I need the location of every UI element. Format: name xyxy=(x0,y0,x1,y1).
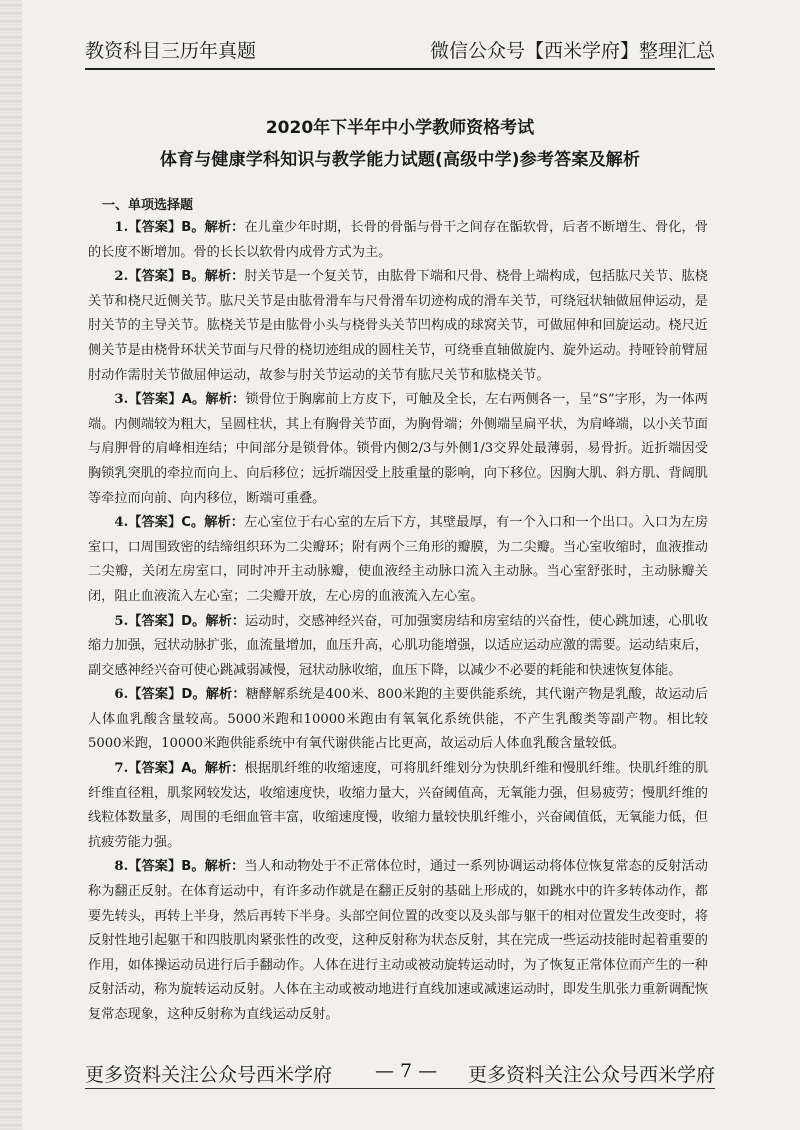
question-number: 5. xyxy=(114,613,129,629)
question-number: 2. xyxy=(114,269,129,285)
exam-title: 2020年下半年中小学教师资格考试 xyxy=(265,118,535,138)
question-number: 1. xyxy=(114,220,129,235)
explanation-text: 当人和动物处于不正常体位时，通过一系列协调运动将体位恢复常态的反射活动称为翻正反射。在体育运动中，有许多动作就是在翻正反射的基础上形成的，如跳水中的许多转体动作，都要先转头，再转上半身，然后再转下半身。头部空间位置的改变以及头部与躯干的相对位置发生改变时，将反射性地引起躯干和四肢肌肉紧张性的改变，这种反射称为状态反射，其在完成一些运动技能时起着重要的作用，如体操运动员进行后手翻动作。人体在进行主动或被动旋转运动时，为了恢复正常体位而产生的一种反射活动，称为旋转运动反射。人体在主动或被动地进行直线加速或减速运动时，即发生肌张力重新调配恢复常态现象，这种反射称为直线运动反射。 xyxy=(88,859,708,1022)
explanation-label: 解析： xyxy=(204,220,245,235)
explanation-label: 解析： xyxy=(204,859,245,875)
question-item xyxy=(88,511,708,609)
answer-label: 【答案】C。 xyxy=(128,515,205,531)
answer-label: 【答案】A。 xyxy=(128,392,206,408)
question-number: 4. xyxy=(114,515,129,531)
explanation-text: 糖酵解系统是400米、800米跑的主要供能系统，其代谢产物是乳酸，故运动后人体血乳酸含量较高。5000米跑和10000米跑由有氧氧化系统供能，不产生乳酸类等副产物。相比较5000米跑，10000米跑供能系统中有氧代谢供能占比更高，故运动后人体血乳酸含量较低。 xyxy=(88,687,709,752)
question-item xyxy=(88,757,708,855)
footer-left-text: 更多资料关注公众号西米学府 xyxy=(85,1064,333,1086)
section-title: 一、单项选择题 xyxy=(102,198,194,213)
question-item xyxy=(88,388,708,511)
scan-edge xyxy=(0,0,22,1130)
header-left-text: 教资科目三历年真题 xyxy=(85,40,257,62)
footer-right-text: 更多资料关注公众号西米学府 xyxy=(467,1064,715,1086)
explanation-label: 解析： xyxy=(204,269,245,285)
explanation-label: 解析： xyxy=(205,613,246,629)
answer-label: 【答案】D。 xyxy=(128,687,206,703)
explanation-text: 左心室位于右心室的左后下方，其壁最厚，有一个入口和一个出口。入口为左房室口，口周围致密的结缔组织环为二尖瓣环；附有两个三角形的瓣膜，为二尖瓣。当心室收缩时，血液推动二尖瓣，关闭左房室口，同时冲开主动脉瓣，使血液经主动脉口流入主动脉。当心室舒张时，主动脉瓣关闭，阻止血液流入左心室；二尖瓣开放，左心房的血液流入左心室。 xyxy=(88,515,709,604)
answer-label: 【答案】D。 xyxy=(128,613,206,629)
question-number: 3. xyxy=(114,392,129,408)
explanation-label: 解析： xyxy=(205,687,246,703)
question-item xyxy=(88,610,708,684)
explanation-label: 解析： xyxy=(204,515,245,531)
explanation-text: 锁骨位于胸廓前上方皮下，可触及全长，左右两侧各一，呈“S”字形，为一体两端。内侧端较为粗大，呈圆柱状，其上有胸骨关节面，为胸骨端；外侧端呈扁平状，为肩峰端，以小关节面与肩胛骨的肩峰相连结；中间部分是锁骨体。锁骨内侧2/3与外侧1/3交界处最薄弱，易骨折。近折端因受胸锁乳突肌的牵拉而向上、向后移位；远折端因受上肢重量的影响，向下移位。因胸大肌、斜方肌、背阔肌等牵拉而向前、向内移位，断端可重叠。 xyxy=(88,392,708,506)
footer-divider xyxy=(85,1088,715,1089)
question-number: 6. xyxy=(114,687,129,703)
answer-label: 【答案】B。 xyxy=(128,859,205,875)
explanation-text: 肘关节是一个复关节，由肱骨下端和尺骨、桡骨上端构成，包括肱尺关节、肱桡关节和桡尺近侧关节。肱尺关节是由肱骨滑车与尺骨滑车切迹构成的滑车关节，可绕冠状轴做屈伸运动，是肘关节的主导关节。肱桡关节是由肱骨小头与桡骨头关节凹构成的球窝关节，可做屈伸和回旋运动。桡尺近侧关节是由桡骨环状关节面与尺骨的桡切迹组成的圆柱关节，可绕垂直轴做旋内、旋外运动。持哑铃前臂屈肘动作需肘关节做屈伸运动，故参与肘关节运动的关节有肱尺关节和肱桡关节。 xyxy=(88,269,708,383)
question-item xyxy=(88,265,708,388)
answer-label: 【答案】B。 xyxy=(128,269,205,285)
answer-list xyxy=(88,216,708,1028)
explanation-label: 解析： xyxy=(205,392,246,408)
question-item xyxy=(88,855,708,1027)
explanation-text: 在儿童少年时期，长骨的骨骺与骨干之间存在骺软骨，后者不断增生、骨化，骨的长度不断增加。骨的长长以软骨内成骨方式为主。 xyxy=(88,220,708,260)
explanation-text: 根据肌纤维的收缩速度，可将肌纤维划分为快肌纤维和慢肌纤维。快肌纤维的肌纤维直径粗，肌浆网较发达，收缩速度快，收缩力量大，兴奋阈值高，无氧能力强，但易疲劳；慢肌纤维的线粒体数量多，周围的毛细血管丰富，收缩速度慢，收缩力量较快肌纤维小，兴奋阈值低，无氧能力低，但抗疲劳能力强。 xyxy=(88,761,709,850)
exam-subtitle: 体育与健康学科知识与教学能力试题(高级中学)参考答案及解析 xyxy=(159,150,641,170)
answer-label: 【答案】A。 xyxy=(128,761,205,777)
question-number: 7. xyxy=(114,761,129,777)
header-right-text: 微信公众号【西米学府】整理汇总 xyxy=(429,40,715,62)
page-footer xyxy=(85,1060,715,1090)
explanation-text: 运动时，交感神经兴奋，可加强窦房结和房室结的兴奋性，使心跳加速，心肌收缩力加强，冠状动脉扩张，血流量增加，血压升高，心肌功能增强，以适应运动应激的需要。运动结束后，副交感神经兴奋可使心跳减弱减慢，冠状动脉收缩，血压下降，以减少不必要的耗能和快速恢复体能。 xyxy=(88,613,709,678)
header-divider xyxy=(85,68,715,70)
question-item xyxy=(88,683,708,757)
page-number: — 7 — xyxy=(375,1060,438,1082)
answer-label: 【答案】B。 xyxy=(128,220,205,235)
question-number: 8. xyxy=(114,859,129,875)
page-header xyxy=(85,32,715,68)
question-item xyxy=(88,216,708,265)
explanation-label: 解析： xyxy=(204,761,245,777)
